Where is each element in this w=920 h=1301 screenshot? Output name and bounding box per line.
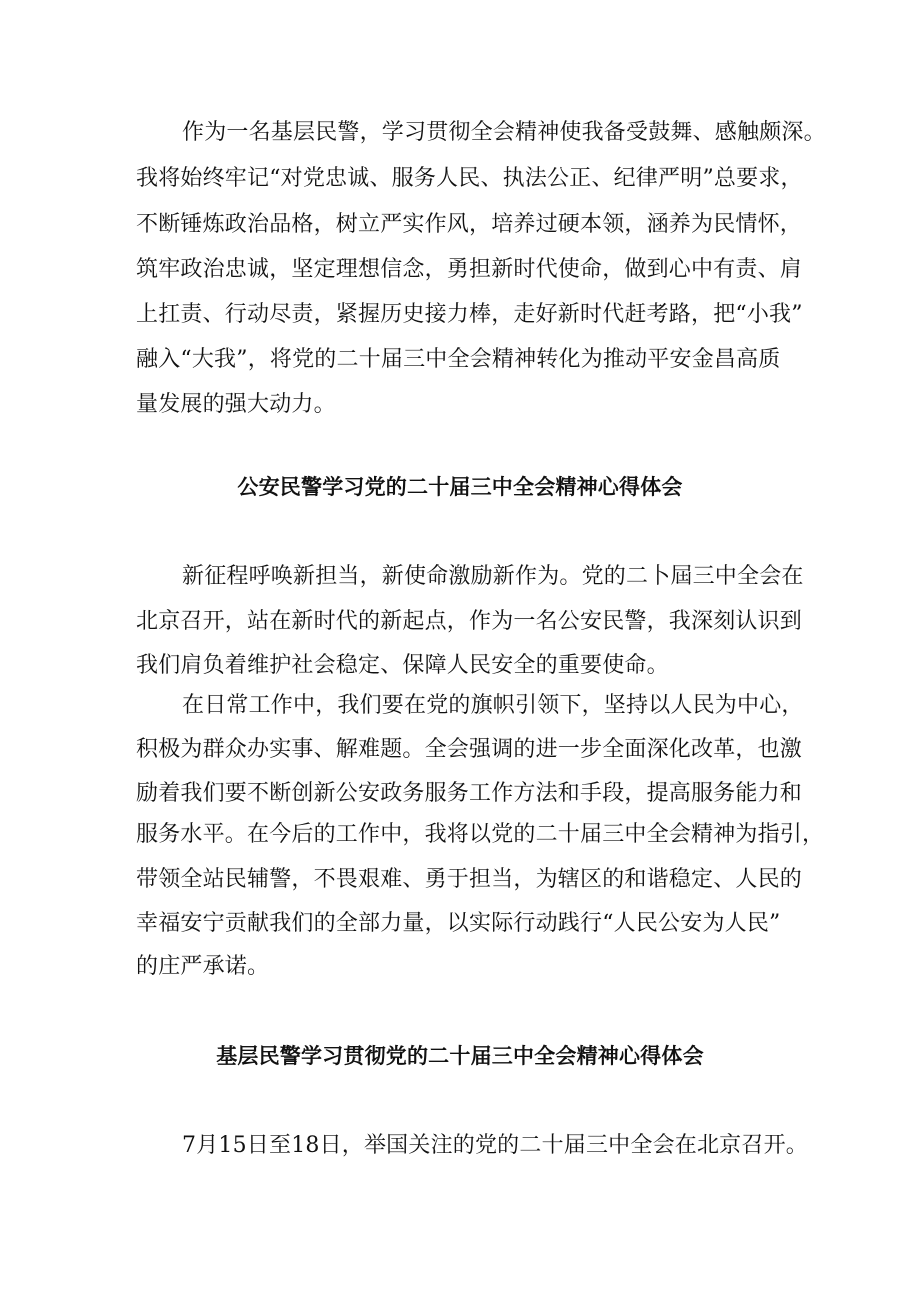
- text-line: 幸福安宁贡献我们的全部力量，以实际行动践行“人民公安为人民”: [136, 911, 781, 936]
- text-line: 积极为群众办实事、解难题。全会强调的进一步全面深化改革，也激: [136, 737, 803, 762]
- text-line: 7月15日至18日，举国关注的党的二十届三中全会在北京召开。: [182, 1133, 808, 1158]
- section-3-heading: 基层民警学习贯彻党的二十届三中全会精神心得体会: [216, 1044, 704, 1068]
- text-line: 不断锤炼政治品格，树立严实作风，培养过硬本领，涵养为民情怀，: [136, 212, 803, 237]
- section-2-heading: 公安民警学习党的二十届三中全会精神心得体会: [237, 475, 683, 499]
- text-line: 融入“大我”，将党的二十届三中全会精神转化为推动平安金昌高质: [136, 347, 781, 372]
- text-line: 作为一名基层民警，学习贯彻全会精神使我备受鼓舞、感触颇深。: [182, 120, 826, 145]
- text-line: 的庄严承诺。: [136, 954, 270, 979]
- text-line: 励着我们要不断创新公安政务服务工作方法和手段，提高服务能力和: [136, 781, 803, 806]
- text-line: 新征程呼唤新担当，新使命激励新作为。党的二卜屆三中全会在: [182, 564, 804, 589]
- text-line: 我将始终牢记“对党忠诚、服务人民、执法公正、纪律严明”总要求，: [136, 166, 803, 191]
- text-line: 上扛责、行动尽责，紧握历史接力棒，走好新时代赶考路，把“小我”: [136, 302, 803, 327]
- text-line: 服务水平。在今后的工作中，我将以党的二十届三中全会精神为指引，: [136, 822, 825, 847]
- text-line: 筑牢政治忠诚，坚定理想信念，勇担新时代使命，做到心中有责、肩: [136, 257, 803, 282]
- text-line: 带领全站民辅警，不畏艰难、勇于担当，为辖区的和谐稳定、人民的: [136, 867, 803, 892]
- text-line: 量发展的强大动力。: [136, 392, 336, 417]
- text-line: 我们肩负着维护社会稳定、保障人民安全的重要使命。: [136, 653, 669, 678]
- text-line: 在日常工作中，我们要在党的旗帜引领下，坚持以人民为中心，: [182, 693, 804, 718]
- text-line: 北京召开，站在新时代的新起点，作为一名公安民警，我深刻认识到: [136, 609, 803, 634]
